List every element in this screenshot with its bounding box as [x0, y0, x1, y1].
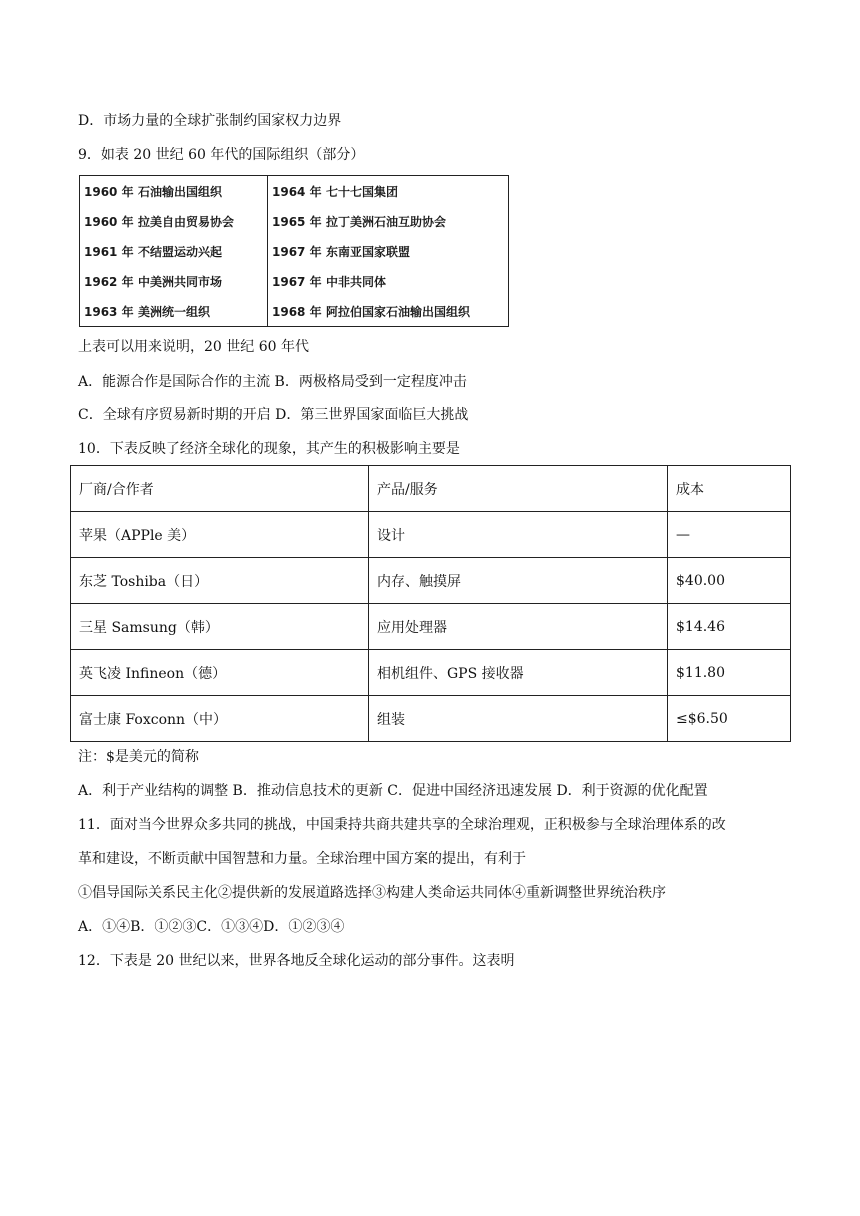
table-cell: 组装: [369, 696, 668, 742]
q10-note: 注：$是美元的简称: [78, 749, 199, 765]
org-row: 1965 年 拉丁美洲石油互助协会: [272, 215, 447, 229]
org-table-right-column: [272, 182, 470, 332]
org-row: 1967 年 中非共同体: [272, 275, 387, 289]
table-row: [71, 512, 791, 558]
header-cell: 厂商/合作者: [71, 466, 369, 512]
q9-follow: 上表可以用来说明，20 世纪 60 年代: [78, 339, 309, 355]
table-row: [71, 604, 791, 650]
org-row: 1960 年 拉美自由贸易协会: [84, 215, 235, 229]
q10-stem: 10．下表反映了经济全球化的现象，其产生的积极影响主要是: [78, 441, 460, 457]
table-cell: 苹果（APPle 美）: [71, 512, 369, 558]
table-cell: 应用处理器: [369, 604, 668, 650]
q9-options-ab: A．能源合作是国际合作的主流 B．两极格局受到一定程度冲击: [78, 374, 467, 390]
table-cell: 英飞凌 Infineon（德）: [71, 650, 369, 696]
q11-stem-line1: 11．面对当今世界众多共同的挑战，中国秉持共商共建共享的全球治理观，正积极参与全球治理体系的改: [78, 817, 726, 833]
org-row: 1963 年 美洲统一组织: [84, 305, 211, 319]
q12-stem: 12．下表是 20 世纪以来，世界各地反全球化运动的部分事件。这表明: [78, 953, 515, 969]
header-cell: 产品/服务: [369, 466, 668, 512]
table-row: [71, 696, 791, 742]
table-cell: $11.80: [668, 650, 791, 696]
org-row: 1968 年 阿拉伯国家石油输出国组织: [272, 305, 471, 319]
q11-items: ①倡导国际关系民主化②提供新的发展道路选择③构建人类命运共同体④重新调整世界统治秩序: [78, 885, 666, 901]
table-cell: 富士康 Foxconn（中）: [71, 696, 369, 742]
org-row: 1967 年 东南亚国家联盟: [272, 245, 411, 259]
table-cell: $40.00: [668, 558, 791, 604]
org-row: 1961 年 不结盟运动兴起: [84, 245, 223, 259]
q9-stem: 9．如表 20 世纪 60 年代的国际组织（部分）: [78, 147, 365, 163]
q11-options: A．①④B．①②③C．①③④D．①②③④: [78, 919, 345, 935]
table-header-row: [71, 466, 791, 512]
org-row: 1962 年 中美洲共同市场: [84, 275, 223, 289]
org-table: [79, 175, 509, 327]
table-cell: ≤$6.50: [668, 696, 791, 742]
table-cell: 设计: [369, 512, 668, 558]
table-cell: 东芝 Toshiba（日）: [71, 558, 369, 604]
q8-option-d: D．市场力量的全球扩张制约国家权力边界: [78, 113, 342, 129]
q11-stem-line2: 革和建设，不断贡献中国智慧和力量。全球治理中国方案的提出，有利于: [78, 851, 526, 867]
table-cell: —: [668, 512, 791, 558]
table-cell: 相机组件、GPS 接收器: [369, 650, 668, 696]
q10-options: A．利于产业结构的调整 B．推动信息技术的更新 C．促进中国经济迅速发展 D．利于资源的优化配置: [78, 783, 708, 799]
org-row: 1964 年 七十七国集团: [272, 185, 399, 199]
table-cell: 内存、触摸屏: [369, 558, 668, 604]
org-row: 1960 年 石油输出国组织: [84, 185, 223, 199]
table-row: [71, 558, 791, 604]
org-table-divider: [267, 176, 268, 326]
header-cell: 成本: [668, 466, 791, 512]
org-table-left-column: [84, 182, 234, 332]
table-row: [71, 650, 791, 696]
table-cell: $14.46: [668, 604, 791, 650]
q9-options-cd: C．全球有序贸易新时期的开启 D．第三世界国家面临巨大挑战: [78, 407, 469, 423]
cost-table: [70, 465, 791, 742]
table-cell: 三星 Samsung（韩）: [71, 604, 369, 650]
